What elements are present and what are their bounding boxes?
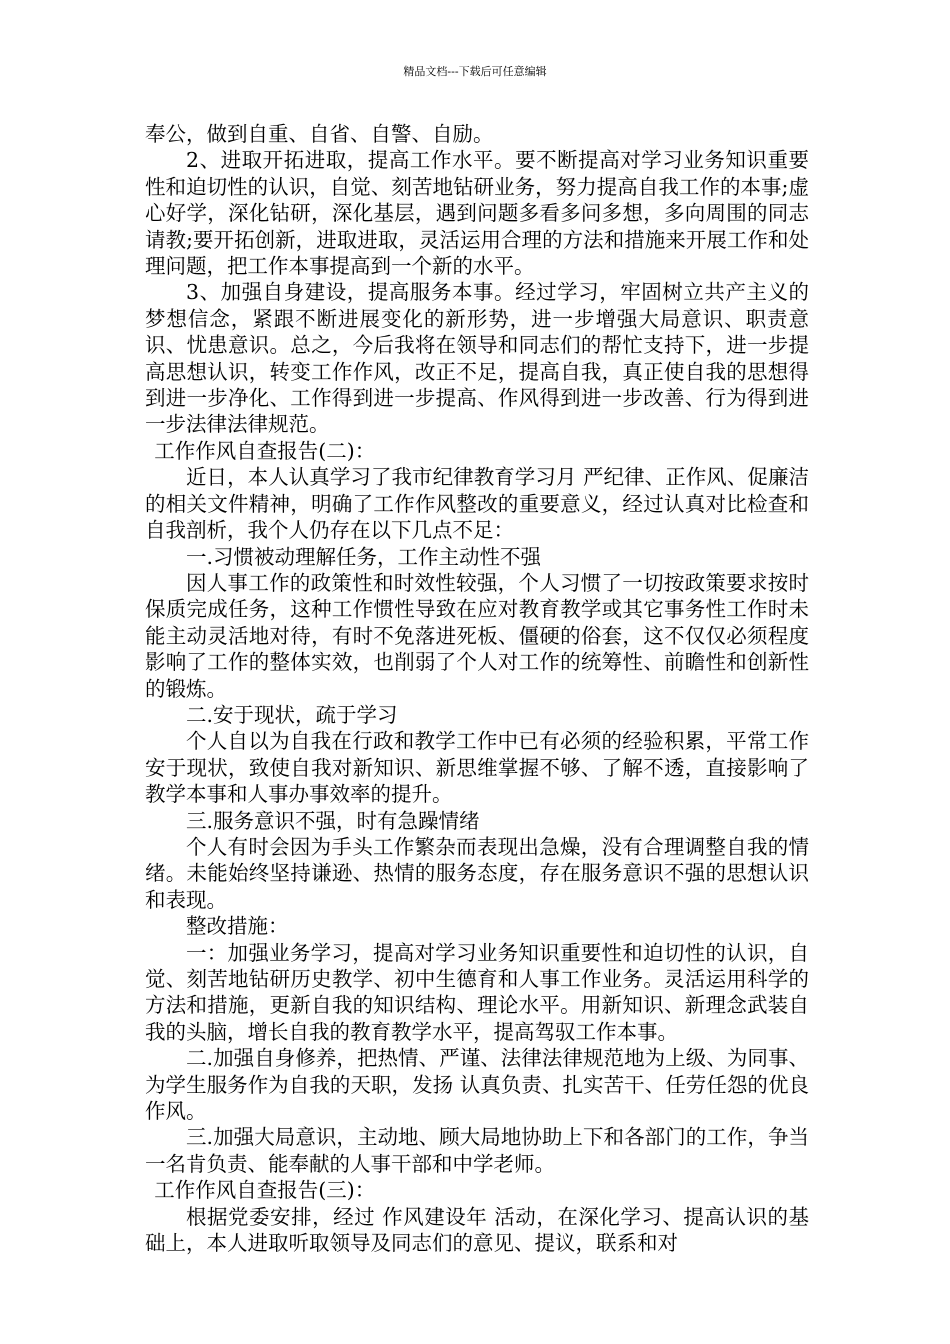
paragraph-5: 近日，本人认真学习了我市纪律教育学习月 严纪律、正作风、促廉洁 的相关文件精神，明确了工作作风整改的重要意义，经过认真对比检查和自我剖析，我个人仍存在以下几点不足： xyxy=(145,465,809,543)
subheading-3: 三.服务意识不强，时有急躁情绪 xyxy=(186,808,480,833)
paragraph-14: 二.加强自身修养，把热情、严谨、法律法律规范地为上级、为同事、为学生服务作为自我的天职，发扬 认真负责、扎实苦干、任劳任怨的优良作风。 xyxy=(145,1046,809,1124)
document-body xyxy=(145,121,809,1256)
section-heading-2: 工作作风自查报告(二)： xyxy=(154,438,376,463)
subheading-2: 二.安于现状，疏于学习 xyxy=(186,702,398,727)
paragraph-2: 2、进取开拓进取，提高工作水平。要不断提高对学习业务知识重要性和迫切性的认识，自觉、刻苦地钻研业务，努力提高自我工作的本事;虚心好学，深化钻研，深化基层，遇到问题多看多问多想，多向周围的同志请教;要开拓创新，进取进取，灵活运用合理的方法和措施来开展工作和处理问题，把工作本事提高到一个新的水平。 xyxy=(145,148,809,279)
paragraph-15: 三.加强大局意识，主动地、顾大局地协助上下和各部门的工作，争当一名肯负责、能奉献的人事干部和中学老师。 xyxy=(145,1125,809,1176)
paragraph-3: 3、加强自身建设，提高服务本事。经过学习，牢固树立共产主义的梦想信念，紧跟不断进展变化的新形势，进一步增强大局意识、职责意识、忧患意识。总之，今后我将在领导和同志们的帮忙支持下，进一步提高思想认识，转变工作作风，改正不足，提高自我，真正使自我的思想得到进一步净化、工作得到进一步提高、作风得到进一步改善、行为得到进一步法律法律规范。 xyxy=(145,280,809,437)
section-heading-3: 工作作风自查报告(三)： xyxy=(154,1178,376,1203)
page-header: 精品文档---下载后可任意编辑 xyxy=(403,65,547,78)
paragraph-17: 根据党委安排，经过 作风建设年 活动，在深化学习、提高认识的基础上，本人进取听取领导及同志们的意见、提议，联系和对 xyxy=(145,1204,809,1256)
paragraph-7: 因人事工作的政策性和时效性较强，个人习惯了一切按政策要求按时保质完成任务，这种工作惯性导致在应对教育教学或其它事务性工作时未能主动灵活地对待，有时不免落进死板、僵硬的俗套，这不仅仅必须程度影响了工作的整体实效，也削弱了个人对工作的统筹性、前瞻性和创新性的锻炼。 xyxy=(145,570,809,701)
subheading-1: 一.习惯被动理解任务，工作主动性不强 xyxy=(186,544,542,569)
subheading-measures: 整改措施： xyxy=(186,914,289,939)
paragraph-11: 个人有时会因为手头工作繁杂而表现出急燥，没有合理调整自我的情绪。未能始终坚持谦逊、热情的服务态度，存在服务意识不强的思想认识和表现。 xyxy=(145,834,809,912)
paragraph-1: 奉公，做到自重、自省、自警、自励。 xyxy=(145,122,494,146)
paragraph-9: 个人自以为自我在行政和教学工作中已有必须的经验积累，平常工作安于现状，致使自我对新知识、新思维掌握不够、了解不透，直接影响了教学本事和人事办事效率的提升。 xyxy=(145,729,809,807)
paragraph-13: 一：加强业务学习，提高对学习业务知识重要性和迫切性的认识，自觉、刻苦地钻研历史教学、初中生德育和人事工作业务。灵活运用科学的方法和措施，更新自我的知识结构、理论水平。用新知识、新理念武装自我的头脑，增长自我的教育教学水平，提高驾驭工作本事。 xyxy=(145,940,809,1044)
